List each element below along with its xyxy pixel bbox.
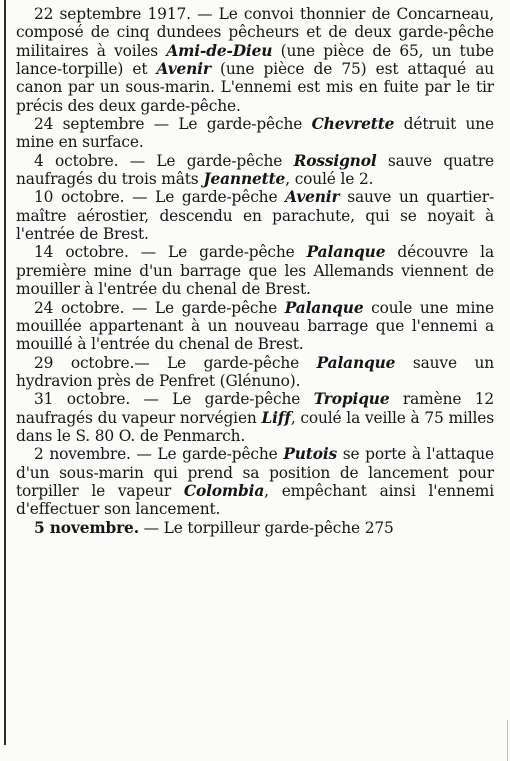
ship-name: Palanque	[284, 298, 364, 317]
ship-name: Palanque	[316, 353, 396, 372]
entry-date: 5 novembre.	[34, 518, 139, 537]
entry-date: 24 octobre.	[34, 298, 125, 317]
entry-text: sauve quatre naufragés du trois mâts	[16, 151, 495, 189]
entry-text: (une pièce de 75) est attaqué au canon par un sous-marin. L'ennemi est mis en fuite par le tir précis des deux garde-pêche.	[16, 60, 494, 115]
entry-24-octobre	[16, 299, 494, 354]
entry-2-novembre	[16, 445, 494, 518]
entry-text: — Le garde-pêche	[130, 445, 284, 464]
column-rule-right	[507, 720, 508, 761]
text-column	[16, 5, 494, 537]
entry-text: — Le garde-pêche	[118, 151, 294, 170]
entry-14-octobre	[16, 243, 494, 298]
ship-name: Ami-de-Dieu	[166, 41, 273, 60]
entry-text: , empêchant ainsi l'ennemi d'effectuer son lancement.	[16, 481, 494, 519]
entry-29-octobre	[16, 354, 494, 391]
entry-date: 29 octobre.	[34, 353, 135, 372]
entry-date: 14 octobre.	[34, 243, 129, 262]
entry-text: , coulé la veille à 75 milles dans le S. 80 O. de Penmarch.	[16, 408, 494, 445]
entry-text: — Le torpilleur garde-pêche 275	[138, 518, 394, 537]
ship-name: Liff	[261, 408, 291, 427]
entry-10-octobre	[16, 188, 494, 243]
entry-text: — Le garde-pêche	[124, 188, 286, 207]
entry-date: 2 novembre.	[34, 445, 131, 464]
entry-text: se porte à l'attaque d'un sous-marin qui prend sa position de lancement pour torpiller le vapeur	[16, 445, 494, 500]
entry-22-septembre	[16, 5, 494, 115]
ship-name: Palanque	[306, 243, 386, 262]
entry-text: — Le convoi thonnier de Concarneau, composé de cinq dundees pêcheurs et de deux garde-pêche militaires à voiles	[16, 5, 494, 60]
entry-24-septembre	[16, 115, 494, 152]
entry-text: détruit une mine en surface.	[16, 115, 494, 152]
entry-4-octobre	[16, 152, 494, 189]
entry-text: sauve un hydravion près de Penfret (Glénuno).	[16, 353, 494, 390]
entry-31-octobre	[16, 390, 494, 445]
entry-date: 24 septembre	[34, 115, 145, 134]
ship-name: Chevrette	[311, 115, 395, 134]
entry-date: 31 octobre.	[34, 390, 131, 409]
column-rule	[4, 0, 6, 745]
entry-5-novembre	[16, 519, 494, 537]
entry-text: , coulé le 2.	[285, 170, 374, 189]
entry-text: sauve un quartier-maître aérostier, descendu en parachute, qui se noyait à l'entrée de Brest.	[16, 188, 495, 244]
entry-text: — Le garde-pêche	[144, 115, 312, 134]
ship-name: Colombia	[183, 481, 265, 500]
ship-name: Tropique	[313, 390, 390, 409]
entry-text: découvre la première mine d'un barrage que les Allemands viennent de mouiller à l'entrée du chenal de Brest.	[16, 243, 494, 299]
ship-name: Avenir	[285, 188, 340, 207]
entry-date: 4 octobre.	[34, 151, 119, 170]
ship-name: Putois	[283, 445, 338, 464]
entry-text: — Le garde-pêche	[130, 390, 314, 409]
entry-date: 10 octobre.	[34, 188, 125, 207]
entry-date: 22 septembre 1917.	[34, 5, 191, 23]
entry-text: coule une mine mouillée appartenant à un nouveau barrage que l'ennemi a mouillé à l'entrée du chenal de Brest.	[16, 298, 494, 354]
ship-name: Rossignol	[293, 151, 377, 170]
entry-text: ramène 12 naufragés du vapeur norvégien	[16, 390, 495, 427]
entry-text: — Le garde-pêche	[124, 298, 285, 317]
ship-name: Avenir	[156, 60, 211, 79]
ship-name: Jeannette	[203, 170, 286, 189]
entry-text: — Le garde-pêche	[134, 353, 317, 372]
entry-text: (une pièce de 65, un tube lance-torpille) et	[16, 41, 494, 79]
entry-text: — Le garde-pêche	[128, 243, 307, 262]
